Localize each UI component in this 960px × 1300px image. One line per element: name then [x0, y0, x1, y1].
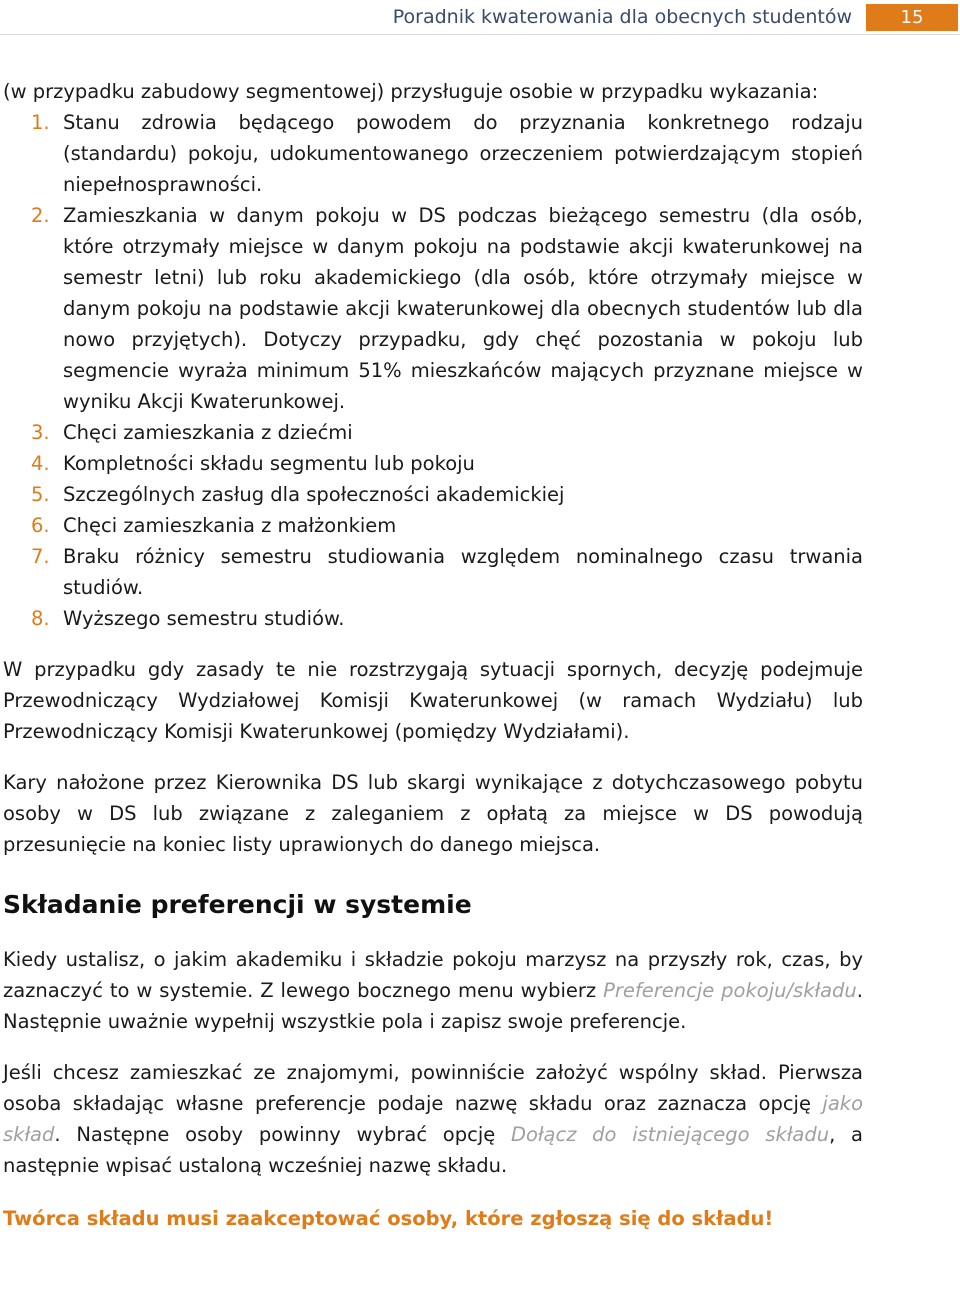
option-as-group: jako skład [3, 1092, 863, 1146]
list-item-text: Braku różnicy semestru studiowania względem nominalnego czasu trwania studiów. [63, 545, 863, 599]
list-item-text: Szczególnych zasług dla społeczności akademickiej [63, 483, 565, 506]
list-item-number: 1. [31, 111, 50, 134]
list-item [3, 541, 863, 603]
list-item-text: Zamieszkania w danym pokoju w DS podczas bieżącego semestru (dla osób, które otrzymały miejsce w danym pokoju na podstawie akcji kwaterunkowej na semestr letni) lub roku akademickiego (dla osób, które otrzymały miejsce w danym pokoju na podstawie akcji kwaterunkowej dla obecnych studentów lub dla nowo przyjętych). Dotyczy przypadku, gdy chęć pozostania w pokoju lub segmencie wyraża minimum 51% mieszkańców mających przyznane miejsce w wyniku Akcji Kwaterunkowej. [63, 204, 863, 413]
list-item [3, 107, 863, 200]
list-item-number: 2. [31, 204, 50, 227]
penalties-paragraph: Kary nałożone przez Kierownika DS lub skargi wynikające z dotychczasowego pobytu osoby w DS lub związane z zaleganiem z opłatą za miejsce w DS powodują przesunięcie na koniec listy uprawionych do danego miejsca. [3, 771, 863, 856]
group-paragraph [3, 1057, 863, 1181]
group-text-end: , a następnie wpisać ustaloną wcześniej nazwę składu. [3, 1123, 863, 1177]
list-item [3, 510, 863, 541]
preferences-text-end: . Następnie uważnie wypełnij wszystkie pola i zapisz swoje preferencje. [3, 979, 863, 1033]
list-item [3, 603, 863, 634]
list-item-number: 5. [31, 483, 50, 506]
group-text-start: Jeśli chcesz zamieszkać ze znajomymi, powinniście założyć wspólny skład. Pierwsza osoba składając własne preferencje podaje nazwę składu oraz zaznacza opcję [3, 1061, 863, 1115]
group-text-middle: . Następne osoby powinny wybrać opcję [54, 1123, 511, 1146]
list-item-number: 3. [31, 421, 50, 444]
list-item [3, 448, 863, 479]
preferences-menu-link: Preferencje pokoju/składu [603, 979, 857, 1002]
list-item-text: Kompletności składu segmentu lub pokoju [63, 452, 475, 475]
list-item-text: Wyższego semestru studiów. [63, 607, 345, 630]
list-item-text: Chęci zamieszkania z małżonkiem [63, 514, 397, 537]
list-item [3, 417, 863, 448]
page-content [3, 76, 863, 1234]
warning-note: Twórca składu musi zaakceptować osoby, które zgłoszą się do składu! [3, 1207, 774, 1230]
header-divider [0, 34, 960, 35]
list-item [3, 200, 863, 417]
list-item-text: Stanu zdrowia będącego powodem do przyznania konkretnego rodzaju (standardu) pokoju, udokumentowanego orzeczeniem potwierdzającym stopień niepełnosprawności. [63, 111, 863, 196]
page-number-badge: 15 [866, 4, 958, 31]
list-item-number: 4. [31, 452, 50, 475]
page-header [0, 0, 960, 36]
list-item [3, 479, 863, 510]
option-join-group: Dołącz do istniejącego składu [510, 1123, 830, 1146]
conditions-list [3, 107, 863, 634]
disputes-paragraph: W przypadku gdy zasady te nie rozstrzygają sytuacji spornych, decyzję podejmuje Przewodniczący Wydziałowej Komisji Kwaterunkowej (w ramach Wydziału) lub Przewodniczący Komisji Kwaterunkowej (pomiędzy Wydziałami). [3, 658, 863, 743]
list-item-number: 8. [31, 607, 50, 630]
list-item-number: 6. [31, 514, 50, 537]
list-item-text: Chęci zamieszkania z dziećmi [63, 421, 353, 444]
intro-paragraph: (w przypadku zabudowy segmentowej) przysługuje osobie w przypadku wykazania: [3, 80, 819, 103]
list-item-number: 7. [31, 545, 50, 568]
document-title: Poradnik kwaterowania dla obecnych studentów [392, 6, 852, 28]
preferences-text-start: Kiedy ustalisz, o jakim akademiku i składzie pokoju marzysz na przyszły rok, czas, by zaznaczyć to w systemie. Z lewego bocznego menu wybierz [3, 948, 863, 1002]
section-heading: Składanie preferencji w systemie [3, 890, 472, 919]
preferences-paragraph [3, 944, 863, 1037]
